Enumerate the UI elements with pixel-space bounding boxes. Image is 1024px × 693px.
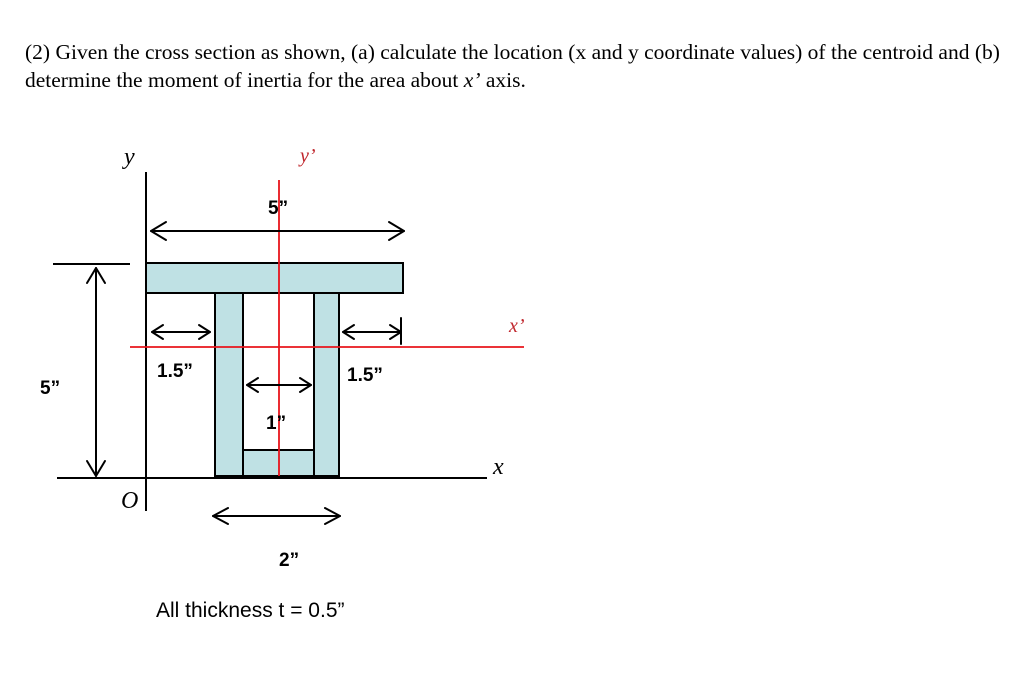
x-axis-label: x [493,454,504,480]
left-gap-label: 1.5” [157,361,193,382]
top-width-arrow [151,222,404,240]
problem-text-after: axis. [480,68,526,92]
origin-label: O [121,488,139,514]
thickness-note: All thickness t = 0.5” [156,599,345,622]
inner-gap-label: 1” [266,413,287,434]
top-width-label: 5” [268,198,289,219]
bottom-width-label: 2” [279,550,300,571]
right-gap-arrow [343,318,401,344]
y-prime-axis-label: y’ [300,145,316,167]
left-gap-arrow [152,325,210,339]
right-gap-label: 1.5” [347,365,383,386]
bottom-width-arrow [213,508,340,524]
top-flange [146,263,403,293]
height-label: 5” [40,378,61,399]
x-prime-axis-label: x’ [509,315,525,337]
left-web [215,293,243,476]
problem-axis-symbol: x’ [463,68,481,92]
y-axis-label: y [124,144,135,170]
right-web [314,293,339,476]
height-arrow [87,268,105,476]
problem-text-before: (2) Given the cross section as shown, (a) calculate the location (x and y coordinate values) of the centroid and (b) determine the moment of inertia for the area about [25,40,1000,92]
